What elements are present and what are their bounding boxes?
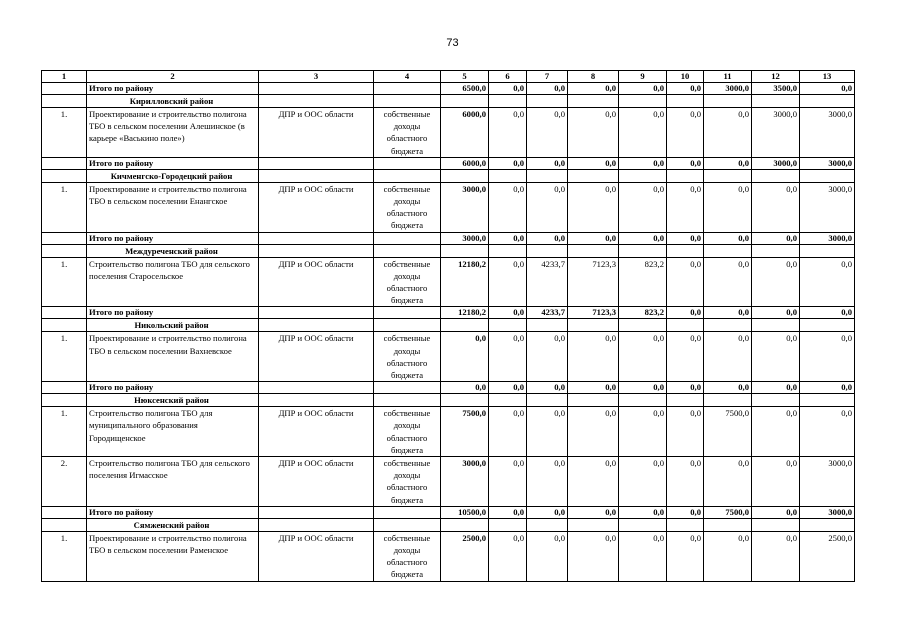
empty-cell [489, 394, 527, 407]
empty-cell [667, 518, 704, 531]
value-cell: 0,0 [752, 182, 800, 232]
item-executor: ДПР и ООС области [259, 108, 374, 158]
item-number: 1. [42, 332, 87, 382]
item-name: Строительство полигона ТБО для сельского поселения Игмасское [87, 457, 259, 507]
value-cell: 0,0 [752, 506, 800, 518]
value-cell: 0,0 [489, 257, 527, 307]
value-cell: 0,0 [619, 232, 667, 244]
empty-cell [667, 169, 704, 182]
header-cell: 4 [374, 71, 441, 83]
empty-cell [527, 95, 568, 108]
empty-cell [800, 319, 855, 332]
value-cell: 0,0 [704, 157, 752, 169]
value-cell: 10500,0 [441, 506, 489, 518]
value-cell: 0,0 [568, 83, 619, 95]
value-cell: 0,0 [667, 257, 704, 307]
value-cell: 0,0 [568, 531, 619, 581]
value-cell: 7500,0 [704, 506, 752, 518]
value-cell: 0,0 [527, 332, 568, 382]
total-row [42, 506, 855, 518]
empty-cell [752, 394, 800, 407]
empty-cell [704, 169, 752, 182]
empty-cell [568, 95, 619, 108]
district-row [42, 169, 855, 182]
value-cell: 0,0 [619, 182, 667, 232]
empty-cell [568, 319, 619, 332]
value-cell: 0,0 [568, 232, 619, 244]
value-cell: 0,0 [568, 382, 619, 394]
header-cell: 13 [800, 71, 855, 83]
program-table [41, 70, 855, 582]
total-row [42, 382, 855, 394]
value-cell: 823,2 [619, 257, 667, 307]
header-cell: 10 [667, 71, 704, 83]
value-cell: 0,0 [527, 407, 568, 457]
value-cell: 0,0 [441, 332, 489, 382]
empty-cell [704, 95, 752, 108]
total-label: Итого по району [87, 232, 259, 244]
total-row [42, 307, 855, 319]
value-cell: 0,0 [667, 157, 704, 169]
item-name: Проектирование и строительство полигона ТБО в сельском поселении Енангское [87, 182, 259, 232]
empty-cell [619, 518, 667, 531]
empty-cell [527, 244, 568, 257]
empty-cell [752, 244, 800, 257]
value-cell: 3000,0 [800, 182, 855, 232]
value-cell: 0,0 [704, 307, 752, 319]
empty-cell [374, 394, 441, 407]
value-cell: 3000,0 [441, 457, 489, 507]
empty-cell [619, 244, 667, 257]
value-cell: 4233,7 [527, 307, 568, 319]
empty-cell [489, 244, 527, 257]
value-cell: 0,0 [489, 457, 527, 507]
empty-cell [259, 83, 374, 95]
empty-cell [259, 394, 374, 407]
district-row [42, 319, 855, 332]
empty-cell [568, 394, 619, 407]
value-cell: 0,0 [489, 108, 527, 158]
empty-cell [259, 518, 374, 531]
empty-cell [42, 169, 87, 182]
district-name: Междуреченский район [87, 244, 259, 257]
header-cell: 8 [568, 71, 619, 83]
item-number: 1. [42, 407, 87, 457]
empty-cell [42, 307, 87, 319]
empty-cell [489, 319, 527, 332]
item-row [42, 332, 855, 382]
empty-cell [42, 95, 87, 108]
empty-cell [259, 319, 374, 332]
value-cell: 0,0 [667, 506, 704, 518]
item-source: собственные доходы областного бюджета [374, 108, 441, 158]
item-executor: ДПР и ООС области [259, 531, 374, 581]
total-label: Итого по району [87, 307, 259, 319]
item-name: Строительство полигона ТБО для сельского поселения Старосельское [87, 257, 259, 307]
empty-cell [42, 157, 87, 169]
value-cell: 0,0 [489, 506, 527, 518]
value-cell: 0,0 [667, 382, 704, 394]
item-executor: ДПР и ООС области [259, 182, 374, 232]
value-cell: 0,0 [619, 83, 667, 95]
empty-cell [42, 319, 87, 332]
value-cell: 0,0 [752, 232, 800, 244]
empty-cell [42, 244, 87, 257]
value-cell: 0,0 [527, 157, 568, 169]
value-cell: 0,0 [489, 332, 527, 382]
empty-cell [374, 169, 441, 182]
value-cell: 0,0 [619, 382, 667, 394]
item-row [42, 257, 855, 307]
empty-cell [374, 232, 441, 244]
item-name: Проектирование и строительство полигона ТБО в сельском поселении Раменское [87, 531, 259, 581]
empty-cell [527, 394, 568, 407]
empty-cell [259, 307, 374, 319]
empty-cell [42, 518, 87, 531]
value-cell: 0,0 [489, 382, 527, 394]
header-cell: 11 [704, 71, 752, 83]
total-label: Итого по району [87, 157, 259, 169]
empty-cell [527, 518, 568, 531]
value-cell: 0,0 [527, 531, 568, 581]
empty-cell [527, 169, 568, 182]
empty-cell [42, 394, 87, 407]
value-cell: 0,0 [800, 307, 855, 319]
value-cell: 0,0 [619, 531, 667, 581]
district-name: Сямженский район [87, 518, 259, 531]
empty-cell [42, 506, 87, 518]
value-cell: 7500,0 [441, 407, 489, 457]
value-cell: 0,0 [489, 182, 527, 232]
empty-cell [259, 157, 374, 169]
value-cell: 0,0 [489, 232, 527, 244]
empty-cell [489, 518, 527, 531]
empty-cell [667, 244, 704, 257]
value-cell: 0,0 [800, 83, 855, 95]
value-cell: 6500,0 [441, 83, 489, 95]
item-number: 1. [42, 257, 87, 307]
value-cell: 12180,2 [441, 257, 489, 307]
empty-cell [441, 394, 489, 407]
empty-cell [752, 518, 800, 531]
value-cell: 0,0 [752, 407, 800, 457]
empty-cell [374, 382, 441, 394]
value-cell: 3000,0 [800, 232, 855, 244]
value-cell: 0,0 [568, 407, 619, 457]
value-cell: 0,0 [527, 506, 568, 518]
value-cell: 0,0 [800, 257, 855, 307]
empty-cell [704, 518, 752, 531]
value-cell: 0,0 [752, 531, 800, 581]
value-cell: 0,0 [704, 182, 752, 232]
value-cell: 0,0 [667, 83, 704, 95]
header-row [42, 71, 855, 83]
empty-cell [259, 232, 374, 244]
district-row [42, 518, 855, 531]
empty-cell [704, 244, 752, 257]
empty-cell [259, 95, 374, 108]
value-cell: 0,0 [568, 506, 619, 518]
value-cell: 0,0 [619, 457, 667, 507]
empty-cell [667, 319, 704, 332]
value-cell: 0,0 [568, 182, 619, 232]
value-cell: 6000,0 [441, 108, 489, 158]
empty-cell [527, 319, 568, 332]
empty-cell [752, 319, 800, 332]
header-cell: 1 [42, 71, 87, 83]
value-cell: 0,0 [489, 157, 527, 169]
empty-cell [800, 95, 855, 108]
empty-cell [752, 95, 800, 108]
empty-cell [489, 169, 527, 182]
total-row [42, 157, 855, 169]
value-cell: 0,0 [800, 407, 855, 457]
empty-cell [374, 244, 441, 257]
item-number: 1. [42, 108, 87, 158]
item-name: Проектирование и строительство полигона ТБО в сельском поселении Алешинское (в карьере «Васькино поле») [87, 108, 259, 158]
item-executor: ДПР и ООС области [259, 457, 374, 507]
value-cell: 0,0 [619, 108, 667, 158]
empty-cell [441, 319, 489, 332]
value-cell: 0,0 [800, 382, 855, 394]
header-cell: 5 [441, 71, 489, 83]
empty-cell [42, 382, 87, 394]
value-cell: 0,0 [489, 531, 527, 581]
value-cell: 0,0 [667, 457, 704, 507]
value-cell: 7123,3 [568, 257, 619, 307]
value-cell: 3000,0 [800, 506, 855, 518]
empty-cell [42, 83, 87, 95]
item-row [42, 108, 855, 158]
value-cell: 0,0 [667, 307, 704, 319]
value-cell: 0,0 [667, 407, 704, 457]
item-source: собственные доходы областного бюджета [374, 531, 441, 581]
empty-cell [619, 95, 667, 108]
value-cell: 0,0 [752, 332, 800, 382]
district-name: Нюксенский район [87, 394, 259, 407]
empty-cell [441, 518, 489, 531]
empty-cell [568, 518, 619, 531]
empty-cell [374, 95, 441, 108]
empty-cell [800, 244, 855, 257]
total-row [42, 232, 855, 244]
district-row [42, 394, 855, 407]
item-number: 1. [42, 182, 87, 232]
empty-cell [374, 319, 441, 332]
value-cell: 0,0 [568, 332, 619, 382]
empty-cell [568, 169, 619, 182]
empty-cell [619, 394, 667, 407]
district-name: Никольский район [87, 319, 259, 332]
value-cell: 3500,0 [752, 83, 800, 95]
item-source: собственные доходы областного бюджета [374, 257, 441, 307]
value-cell: 0,0 [527, 382, 568, 394]
header-cell: 6 [489, 71, 527, 83]
empty-cell [800, 518, 855, 531]
value-cell: 0,0 [752, 307, 800, 319]
empty-cell [619, 319, 667, 332]
value-cell: 0,0 [667, 182, 704, 232]
empty-cell [374, 83, 441, 95]
value-cell: 0,0 [527, 457, 568, 507]
value-cell: 0,0 [667, 108, 704, 158]
header-cell: 12 [752, 71, 800, 83]
table-body [42, 71, 855, 582]
item-source: собственные доходы областного бюджета [374, 332, 441, 382]
value-cell: 0,0 [800, 332, 855, 382]
value-cell: 0,0 [704, 457, 752, 507]
value-cell: 0,0 [568, 457, 619, 507]
value-cell: 0,0 [667, 531, 704, 581]
value-cell: 0,0 [704, 232, 752, 244]
value-cell: 3000,0 [704, 83, 752, 95]
empty-cell [619, 169, 667, 182]
item-name: Строительство полигона ТБО для муниципального образования Городищенское [87, 407, 259, 457]
total-label: Итого по району [87, 506, 259, 518]
item-source: собственные доходы областного бюджета [374, 407, 441, 457]
item-row [42, 457, 855, 507]
item-source: собственные доходы областного бюджета [374, 182, 441, 232]
empty-cell [374, 307, 441, 319]
empty-cell [441, 95, 489, 108]
item-number: 1. [42, 531, 87, 581]
empty-cell [259, 506, 374, 518]
value-cell: 823,2 [619, 307, 667, 319]
empty-cell [259, 382, 374, 394]
empty-cell [42, 232, 87, 244]
header-cell: 7 [527, 71, 568, 83]
header-cell: 9 [619, 71, 667, 83]
value-cell: 0,0 [527, 108, 568, 158]
value-cell: 0,0 [619, 157, 667, 169]
value-cell: 0,0 [441, 382, 489, 394]
value-cell: 0,0 [704, 257, 752, 307]
value-cell: 0,0 [704, 108, 752, 158]
value-cell: 3000,0 [800, 108, 855, 158]
value-cell: 3000,0 [752, 108, 800, 158]
empty-cell [667, 394, 704, 407]
empty-cell [704, 394, 752, 407]
district-row [42, 95, 855, 108]
value-cell: 0,0 [619, 506, 667, 518]
empty-cell [568, 244, 619, 257]
value-cell: 0,0 [489, 307, 527, 319]
value-cell: 0,0 [704, 332, 752, 382]
item-name: Проектирование и строительство полигона ТБО в сельском поселении Вахневское [87, 332, 259, 382]
district-row [42, 244, 855, 257]
value-cell: 0,0 [527, 83, 568, 95]
value-cell: 7500,0 [704, 407, 752, 457]
item-row [42, 407, 855, 457]
item-executor: ДПР и ООС области [259, 257, 374, 307]
item-row [42, 182, 855, 232]
value-cell: 0,0 [752, 257, 800, 307]
empty-cell [704, 319, 752, 332]
empty-cell [441, 169, 489, 182]
empty-cell [441, 244, 489, 257]
district-name: Кирилловский район [87, 95, 259, 108]
item-row [42, 531, 855, 581]
empty-cell [374, 506, 441, 518]
value-cell: 0,0 [527, 182, 568, 232]
value-cell: 0,0 [568, 108, 619, 158]
empty-cell [800, 169, 855, 182]
value-cell: 0,0 [704, 382, 752, 394]
value-cell: 7123,3 [568, 307, 619, 319]
value-cell: 3000,0 [800, 457, 855, 507]
header-cell: 3 [259, 71, 374, 83]
value-cell: 0,0 [667, 232, 704, 244]
value-cell: 2500,0 [441, 531, 489, 581]
item-executor: ДПР и ООС области [259, 332, 374, 382]
district-name: Кичменгско-Городецкий район [87, 169, 259, 182]
header-cell: 2 [87, 71, 259, 83]
empty-cell [489, 95, 527, 108]
empty-cell [667, 95, 704, 108]
total-label: Итого по району [87, 83, 259, 95]
value-cell: 3000,0 [800, 157, 855, 169]
value-cell: 0,0 [667, 332, 704, 382]
total-row [42, 83, 855, 95]
value-cell: 0,0 [568, 157, 619, 169]
value-cell: 3000,0 [752, 157, 800, 169]
value-cell: 0,0 [489, 83, 527, 95]
value-cell: 0,0 [704, 531, 752, 581]
item-source: собственные доходы областного бюджета [374, 457, 441, 507]
value-cell: 0,0 [527, 232, 568, 244]
value-cell: 0,0 [752, 457, 800, 507]
value-cell: 0,0 [489, 407, 527, 457]
value-cell: 12180,2 [441, 307, 489, 319]
value-cell: 3000,0 [441, 182, 489, 232]
total-label: Итого по району [87, 382, 259, 394]
value-cell: 0,0 [619, 332, 667, 382]
empty-cell [374, 518, 441, 531]
empty-cell [259, 244, 374, 257]
value-cell: 6000,0 [441, 157, 489, 169]
value-cell: 4233,7 [527, 257, 568, 307]
page-number: 73 [446, 37, 459, 49]
empty-cell [259, 169, 374, 182]
empty-cell [752, 169, 800, 182]
value-cell: 2500,0 [800, 531, 855, 581]
value-cell: 0,0 [619, 407, 667, 457]
empty-cell [800, 394, 855, 407]
item-number: 2. [42, 457, 87, 507]
value-cell: 0,0 [752, 382, 800, 394]
empty-cell [374, 157, 441, 169]
value-cell: 3000,0 [441, 232, 489, 244]
item-executor: ДПР и ООС области [259, 407, 374, 457]
